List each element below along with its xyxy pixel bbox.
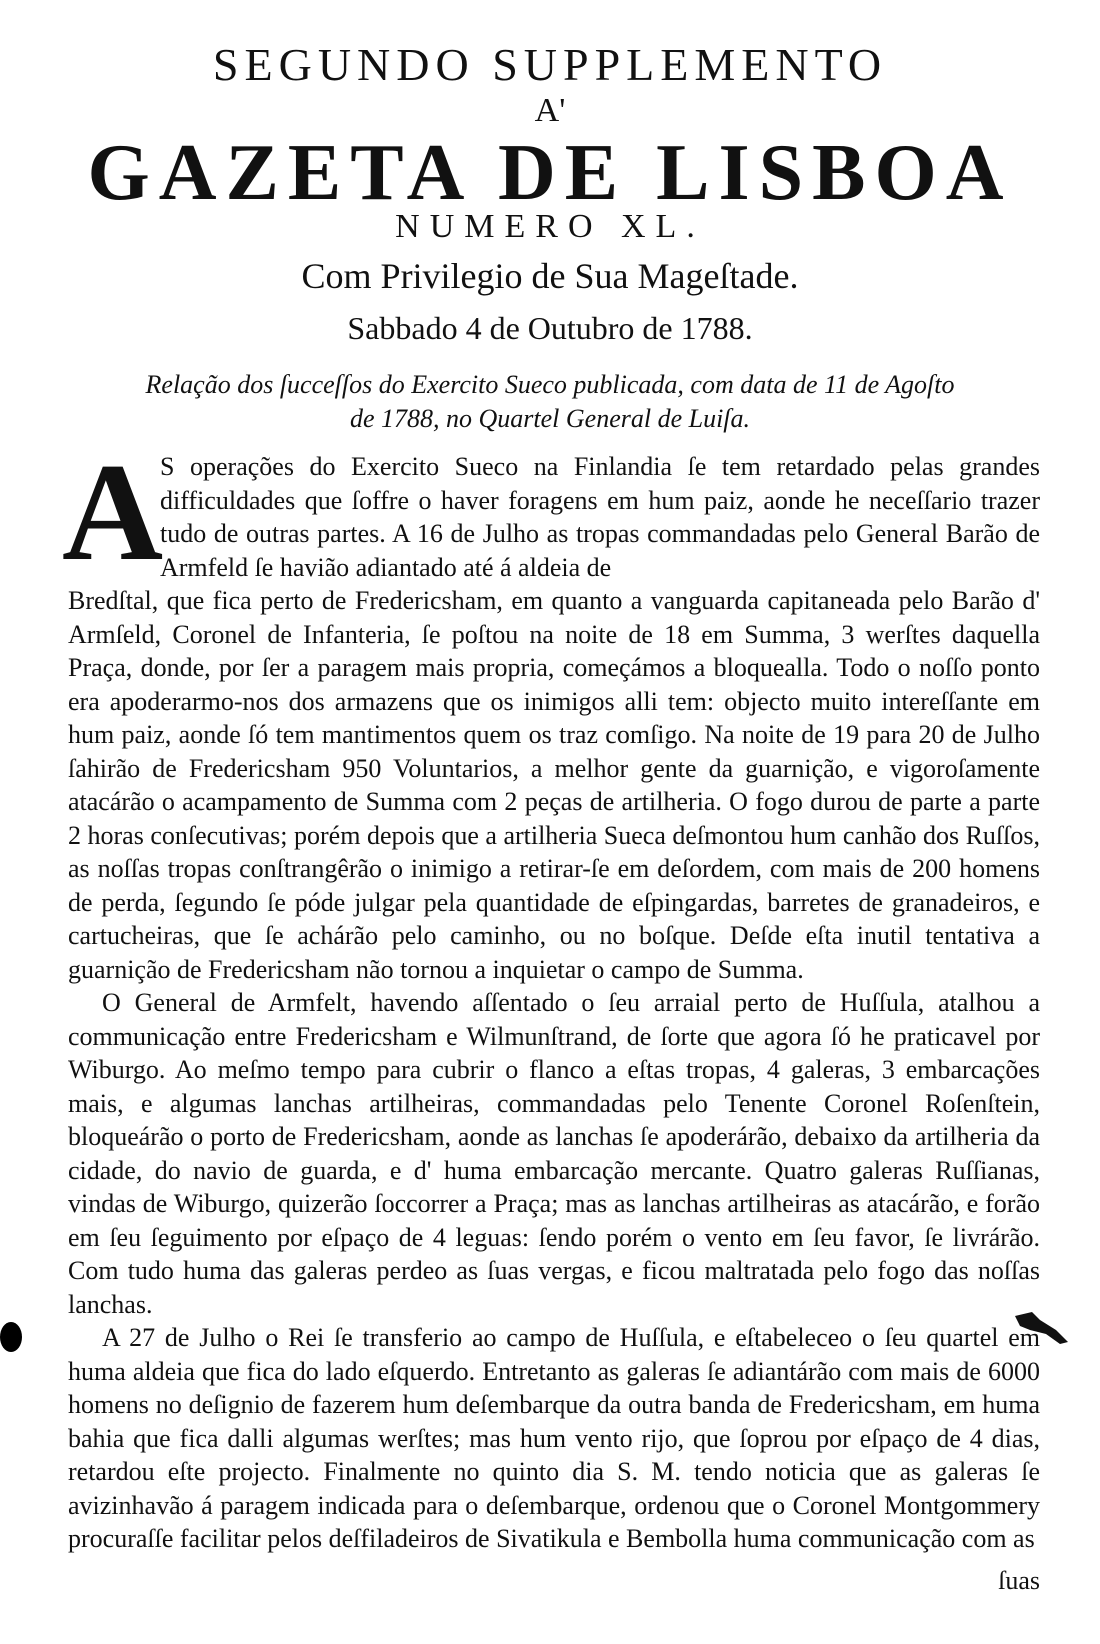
catchword: ſuas <box>998 1566 1040 1595</box>
masthead-title: GAZETA DE LISBOA <box>87 129 1013 217</box>
report-heading-line1: Relação dos ſucceſſos do Exercito Sueco publicada, com data de 11 de Agoſto <box>145 370 955 399</box>
ink-smudge <box>1010 1308 1070 1348</box>
ink-blot <box>0 1322 22 1352</box>
article-body <box>68 584 1040 1556</box>
issue-number: NUMERO XL. <box>395 208 705 245</box>
privilege-line: Com Privilegio de Sua Mageſtade. <box>301 256 799 296</box>
paragraph-3: A 27 de Julho o Rei ſe transferio ao campo de Huſſula, e eſtabeleceo o ſeu quartel em huma aldeia que fica do lado eſquerdo. Entretanto as galeras ſe adiantárão com mais de 6000 homens no deſignio de fazerem hum deſembarque da outra banda de Fredericsham, em huma bahia que fica dalli algumas werſtes; mas hum vento rijo, que ſoprou por eſpaço de 4 dias, retardou eſte projecto. Finalmente no quinto dia S. M. tendo noticia que as galeras ſe avizinhavão á paragem indicada para o deſembarque, ordenou que o Coronel Montgommery procuraſſe facilitar pelos deſfiladeiros de Sivatikula e Bembolla huma communicação com as <box>68 1323 1040 1553</box>
paragraph-2: O General de Armfelt, havendo aſſentado o ſeu arraial perto de Huſſula, atalhou a communicação entre Fredericsham e Wilmunſtrand, de ſorte que agora ſó he praticavel por Wiburgo. Ao meſmo tempo para cubrir o flanco a eſtas tropas, 4 galeras, 3 embarcações mais, e algumas lanchas artilheiras, commandadas pelo Tenente Coronel Roſenſtein, bloqueárão o porto de Fredericsham, aonde as lanchas ſe apoderárão, debaixo da artilheria da cidade, do navio de guarda, e d' huma embarcação mercante. Quatro galeras Ruſſianas, vindas de Wiburgo, quizerão ſoccorrer a Praça; mas as lanchas artilheiras as atacárão, e forão em ſeu ſeguimento por eſpaço de 4 leguas: ſendo porém o vento em ſeu favor, ſe livrárão. Com tudo huma das galeras perdeo as ſuas vergas, e ficou maltratada pelo fogo das noſſas lanchas. <box>68 988 1040 1319</box>
issue-date: Sabbado 4 de Outubro de 1788. <box>347 310 753 346</box>
title-supplement: SEGUNDO SUPPLEMENTO <box>212 39 888 90</box>
title-preposition: A' <box>534 92 566 129</box>
article-opening: S operações do Exercito Sueco na Finlandia ſe tem retardado pelas grandes difficuldades que ſoffre o haver foragens em hum paiz, aonde he neceſſario trazer tudo de outras partes. A 16 de Julho as tropas commandadas pelo General Barão de Armfeld ſe havião adiantado até á aldeia de <box>160 452 1040 582</box>
report-heading <box>80 368 1020 436</box>
report-heading-line2: de 1788, no Quartel General de Luiſa. <box>349 404 751 433</box>
paragraph-1-continuation: Bredſtal, que fica perto de Fredericsham, em quanto a vanguarda capitaneada pelo Barão d' Armſeld, Coronel de Infanteria, ſe poſtou na noite de 18 em Summa, 3 werſtes daquella Praça, donde, por ſer a paragem mais propria, começámos a bloquealla. Todo o noſſo ponto era apoderarmo-nos dos armazens que os inimigos alli tem: objecto muito intereſſante em hum paiz, aonde ſó tem mantimentos quem os traz comſigo. Na noite de 19 para 20 de Julho ſahirão de Fredericsham 950 Voluntarios, a melhor gente da guarnição, e vigoroſamente atacárão o acampamento de Summa com 2 peças de artilheria. O fogo durou de parte a parte 2 horas conſecutivas; porém depois que a artilheria Sueca deſmontou hum canhão dos Ruſſos, as noſſas tropas conſtrangêrão o inimigo a retirar-ſe em deſordem, com mais de 200 homens de perda, ſegundo ſe póde julgar pela quantidade de eſpingardas, barretes de granadeiros, e cartucheiras, que ſe achárão pelo caminho, ou no boſque. Deſde eſta inutil tentativa a guarnição de Fredericsham não tornou a inquietar o campo de Summa. <box>68 586 1040 984</box>
drop-cap: A <box>62 435 164 590</box>
